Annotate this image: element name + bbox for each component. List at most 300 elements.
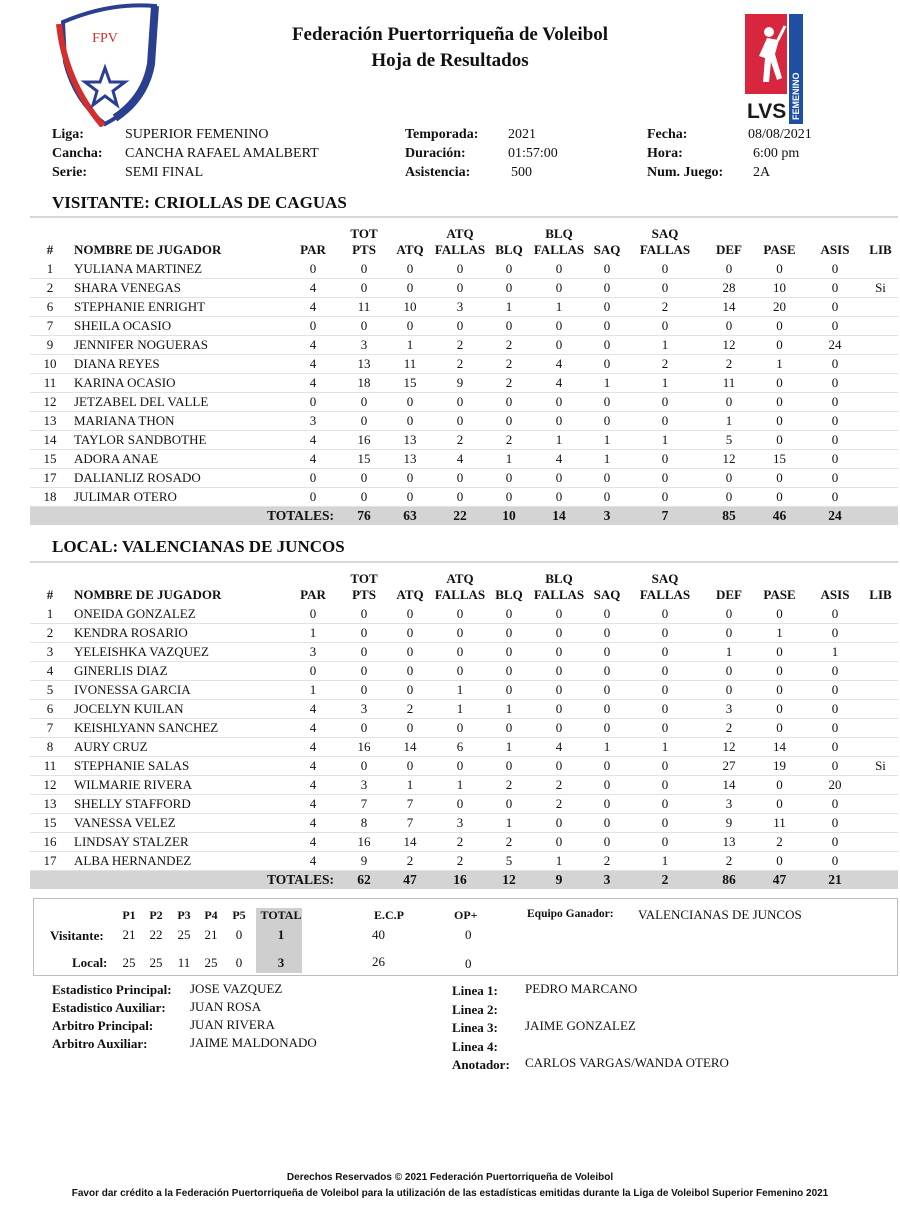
stat-cell: 6 <box>30 700 70 719</box>
stat-cell: 9 <box>430 374 490 393</box>
stat-cell: 0 <box>490 681 528 700</box>
estadistico-principal-value: JOSE VAZQUEZ <box>190 981 283 996</box>
stat-cell: 0 <box>752 776 807 795</box>
stat-cell: 0 <box>430 719 490 738</box>
table-row <box>30 260 898 279</box>
stat-cell <box>863 776 898 795</box>
totals-row <box>30 507 898 526</box>
player-name: LINDSAY STALZER <box>70 833 288 852</box>
player-name: JOCELYN KUILAN <box>70 700 288 719</box>
stat-cell: 0 <box>590 681 624 700</box>
column-header-blqf <box>528 226 590 260</box>
stat-cell: 2 <box>706 355 752 374</box>
stat-cell: 0 <box>528 412 590 431</box>
stat-cell: 1 <box>624 852 706 871</box>
stat-cell: 0 <box>430 757 490 776</box>
stat-cell: 0 <box>490 469 528 488</box>
stat-cell: 14 <box>390 738 430 757</box>
winner-label: Equipo Ganador: <box>527 908 614 920</box>
stat-cell: 0 <box>590 298 624 317</box>
stat-cell: 0 <box>807 700 863 719</box>
footer-credit: Favor dar crédito a la Federación Puertorriqueña de Voleibol para la utilización de las estadísticas emitidas durante la Liga de Voleibol Superior Femenino 2021 <box>71 1188 829 1199</box>
officials-labels-right <box>452 982 510 1075</box>
local-op: 0 <box>465 956 472 971</box>
stat-cell: 15 <box>30 814 70 833</box>
stat-cell: 0 <box>528 757 590 776</box>
stat-cell: 0 <box>590 393 624 412</box>
stat-cell: 0 <box>807 317 863 336</box>
stat-cell: 0 <box>624 681 706 700</box>
stat-cell: 0 <box>624 700 706 719</box>
table-row <box>30 719 898 738</box>
column-header-line: BLQ <box>545 226 573 241</box>
stat-cell: 4 <box>528 355 590 374</box>
winner-value: VALENCIANAS DE JUNCOS <box>638 907 802 922</box>
stat-cell: 13 <box>30 795 70 814</box>
stat-cell: 0 <box>624 624 706 643</box>
stat-cell: 0 <box>490 488 528 507</box>
stat-cell: 0 <box>528 317 590 336</box>
stat-cell: 2 <box>490 355 528 374</box>
stat-cell: 0 <box>590 833 624 852</box>
divider <box>30 216 898 218</box>
stat-cell: 0 <box>528 814 590 833</box>
estadistico-auxiliar-value: JUAN ROSA <box>190 999 262 1014</box>
player-name: DIANA REYES <box>70 355 288 374</box>
cancha-label: Cancha: <box>52 146 103 161</box>
stat-cell: 0 <box>338 469 390 488</box>
stat-cell: 16 <box>338 431 390 450</box>
stat-cell: 2 <box>490 833 528 852</box>
column-header-saqf <box>624 226 706 260</box>
stat-cell: 10 <box>752 279 807 298</box>
info-right <box>647 125 723 182</box>
stat-cell: 0 <box>390 469 430 488</box>
stat-cell: 12 <box>30 393 70 412</box>
stat-cell: 0 <box>807 795 863 814</box>
stat-cell: 7 <box>390 814 430 833</box>
table-row <box>30 488 898 507</box>
stat-cell: 2 <box>528 776 590 795</box>
stat-cell: 14 <box>390 833 430 852</box>
column-header-line: FALLAS <box>533 587 585 602</box>
stat-cell: 1 <box>624 374 706 393</box>
column-header-num: # <box>46 587 54 602</box>
anotador-label: Anotador: <box>452 1057 510 1072</box>
stat-cell: 0 <box>528 643 590 662</box>
page-subtitle: Hoja de Resultados <box>371 50 529 71</box>
stat-cell <box>863 605 898 624</box>
stat-cell: 0 <box>590 776 624 795</box>
period-score: 3 <box>277 955 285 970</box>
cancha-value: CANCHA RAFAEL AMALBERT <box>125 146 319 161</box>
stat-cell <box>863 374 898 393</box>
stat-cell: 2 <box>706 852 752 871</box>
stat-cell: 1 <box>528 431 590 450</box>
stat-cell: 11 <box>30 757 70 776</box>
player-name: DALIANLIZ ROSADO <box>70 469 288 488</box>
period-header: P5 <box>232 908 246 922</box>
stat-cell: 1 <box>624 738 706 757</box>
stat-cell: 1 <box>590 431 624 450</box>
stat-cell: 4 <box>288 833 338 852</box>
local-score-label: Local: <box>72 955 108 970</box>
stat-cell: 0 <box>807 757 863 776</box>
column-header-line: ATQ <box>446 571 474 586</box>
stat-cell: 0 <box>590 469 624 488</box>
temporada-value: 2021 <box>508 127 536 142</box>
linea3-value: JAIME GONZALEZ <box>525 1018 636 1033</box>
stat-cell: 5 <box>30 681 70 700</box>
stat-cell: 17 <box>30 852 70 871</box>
temporada-label: Temporada: <box>405 127 479 142</box>
player-name: VANESSA VELEZ <box>70 814 288 833</box>
stat-cell: Si <box>863 757 898 776</box>
stat-cell: 13 <box>390 450 430 469</box>
stat-cell: 0 <box>430 393 490 412</box>
stat-cell: 12 <box>706 450 752 469</box>
stat-cell: 0 <box>752 643 807 662</box>
stat-cell: 13 <box>706 833 752 852</box>
player-name: SHEILA OCASIO <box>70 317 288 336</box>
stat-cell: 4 <box>288 355 338 374</box>
ecp-label: E.C.P <box>374 908 404 922</box>
stat-cell: 4 <box>288 795 338 814</box>
stat-cell: 10 <box>390 298 430 317</box>
stat-cell: 0 <box>288 260 338 279</box>
info-left <box>52 125 103 182</box>
stat-cell: 0 <box>807 374 863 393</box>
stat-cell: 0 <box>390 624 430 643</box>
stat-cell: 0 <box>706 605 752 624</box>
linea1-label: Linea 1: <box>452 983 498 998</box>
column-header-line: TOT <box>350 226 378 241</box>
period-header: P4 <box>204 908 218 922</box>
fecha-label: Fecha: <box>647 127 688 142</box>
stat-cell <box>863 624 898 643</box>
total-cell: 62 <box>338 871 390 890</box>
player-name: KEISHLYANN SANCHEZ <box>70 719 288 738</box>
stat-cell: 0 <box>338 393 390 412</box>
stat-cell: 2 <box>430 833 490 852</box>
totals-label: TOTALES: <box>30 507 338 526</box>
stat-cell: 12 <box>706 738 752 757</box>
stat-cell: 0 <box>624 814 706 833</box>
total-cell: 86 <box>706 871 752 890</box>
stat-cell: 0 <box>338 488 390 507</box>
stat-cell: 0 <box>528 719 590 738</box>
stat-cell: 0 <box>430 605 490 624</box>
stat-cell: 9 <box>706 814 752 833</box>
stat-cell: 0 <box>390 662 430 681</box>
period-score: 21 <box>122 927 136 942</box>
visitante-stats-table <box>30 226 898 525</box>
stat-cell: 1 <box>390 776 430 795</box>
column-header-name: NOMBRE DE JUGADOR <box>74 587 222 602</box>
stat-cell: 0 <box>752 681 807 700</box>
stat-cell: 0 <box>590 795 624 814</box>
stat-cell: 0 <box>430 279 490 298</box>
column-header-line: ATQ <box>446 226 474 241</box>
stat-cell: 4 <box>288 298 338 317</box>
stat-cell: 0 <box>338 412 390 431</box>
stat-cell: 0 <box>624 450 706 469</box>
stat-cell: 0 <box>338 624 390 643</box>
stat-cell: 1 <box>807 643 863 662</box>
player-name: IVONESSA GARCIA <box>70 681 288 700</box>
stat-cell: 0 <box>807 450 863 469</box>
stat-cell: 4 <box>528 738 590 757</box>
total-cell: 21 <box>807 871 863 890</box>
table-row <box>30 317 898 336</box>
stat-cell: 0 <box>706 662 752 681</box>
stat-cell: 0 <box>430 469 490 488</box>
table-row <box>30 336 898 355</box>
table-row <box>30 795 898 814</box>
stat-cell: 0 <box>624 393 706 412</box>
score-box <box>33 898 898 976</box>
stat-cell: 0 <box>752 852 807 871</box>
stat-cell: 0 <box>430 795 490 814</box>
stat-cell <box>863 450 898 469</box>
stat-cell: 4 <box>288 336 338 355</box>
stat-cell: 4 <box>288 757 338 776</box>
stat-cell: 1 <box>528 298 590 317</box>
local-heading: LOCAL: VALENCIANAS DE JUNCOS <box>52 537 345 556</box>
linea4-value <box>525 1036 729 1055</box>
column-header-line: FALLAS <box>434 242 486 257</box>
player-name: SHELLY STAFFORD <box>70 795 288 814</box>
period-score: 25 <box>177 927 191 942</box>
stat-cell: 1 <box>752 355 807 374</box>
stat-cell: 0 <box>390 260 430 279</box>
stat-cell: 1 <box>490 450 528 469</box>
stat-cell: 0 <box>590 355 624 374</box>
column-header-line: PTS <box>352 587 376 602</box>
stat-cell: 0 <box>390 412 430 431</box>
stat-cell: 2 <box>490 776 528 795</box>
stat-cell: 0 <box>338 681 390 700</box>
stat-cell: 0 <box>752 431 807 450</box>
stat-cell: 0 <box>752 374 807 393</box>
stat-cell: 7 <box>30 719 70 738</box>
stat-cell: 3 <box>706 795 752 814</box>
player-name: GINERLIS DIAZ <box>70 662 288 681</box>
column-header-def: DEF <box>716 242 742 257</box>
stat-cell: 2 <box>590 852 624 871</box>
stat-cell: 0 <box>390 643 430 662</box>
stat-cell: 0 <box>752 700 807 719</box>
total-cell: 12 <box>490 871 528 890</box>
player-name: WILMARIE RIVERA <box>70 776 288 795</box>
stat-cell: 3 <box>30 643 70 662</box>
visitante-op: 0 <box>465 927 472 942</box>
serie-label: Serie: <box>52 165 87 180</box>
column-header-saqf <box>624 571 706 605</box>
total-cell: 47 <box>752 871 807 890</box>
stat-cell: 28 <box>706 279 752 298</box>
table-row <box>30 393 898 412</box>
stat-cell <box>863 662 898 681</box>
column-header-saq: SAQ <box>593 242 621 257</box>
stat-cell <box>863 336 898 355</box>
stat-cell: 0 <box>338 643 390 662</box>
stat-cell: 9 <box>338 852 390 871</box>
stat-cell: 1 <box>490 814 528 833</box>
stat-cell: 0 <box>807 833 863 852</box>
stat-cell: 0 <box>706 469 752 488</box>
stat-cell <box>863 795 898 814</box>
stat-cell: 20 <box>752 298 807 317</box>
stat-cell: 1 <box>430 700 490 719</box>
column-header-lib: LIB <box>869 242 892 257</box>
stat-cell <box>863 317 898 336</box>
stat-cell: 0 <box>807 469 863 488</box>
stat-cell: 0 <box>288 662 338 681</box>
stat-cell: 0 <box>528 700 590 719</box>
stat-cell <box>863 260 898 279</box>
table-row <box>30 852 898 871</box>
stat-cell: 0 <box>807 719 863 738</box>
period-score: 25 <box>204 955 218 970</box>
stat-cell: 0 <box>590 260 624 279</box>
column-header-line: FALLAS <box>434 587 486 602</box>
column-header-asis: ASIS <box>820 242 850 257</box>
stat-cell <box>863 393 898 412</box>
stat-cell: 0 <box>624 260 706 279</box>
stat-cell: 0 <box>390 605 430 624</box>
stat-cell <box>863 738 898 757</box>
totals-row <box>30 871 898 890</box>
arbitro-auxiliar-value: JAIME MALDONADO <box>190 1035 317 1050</box>
stat-cell <box>863 700 898 719</box>
stat-cell: 0 <box>490 279 528 298</box>
stat-cell: 0 <box>390 279 430 298</box>
stat-cell: 0 <box>590 279 624 298</box>
stat-cell: 1 <box>430 776 490 795</box>
table-row <box>30 757 898 776</box>
info-left-values <box>125 125 319 182</box>
total-cell: 10 <box>490 507 528 526</box>
stat-cell <box>863 298 898 317</box>
table-row <box>30 624 898 643</box>
stat-cell: 4 <box>30 662 70 681</box>
stat-cell: 1 <box>490 700 528 719</box>
stat-cell: 11 <box>390 355 430 374</box>
table-row <box>30 833 898 852</box>
stat-cell: 0 <box>490 317 528 336</box>
stat-cell: 0 <box>528 488 590 507</box>
local-stats-table <box>30 571 898 889</box>
stat-cell: 2 <box>490 336 528 355</box>
stat-cell: 0 <box>807 605 863 624</box>
arbitro-auxiliar-label: Arbitro Auxiliar: <box>52 1036 148 1051</box>
stat-cell: 0 <box>338 719 390 738</box>
stat-cell: 1 <box>590 374 624 393</box>
player-name: YULIANA MARTINEZ <box>70 260 288 279</box>
stat-cell: 1 <box>490 298 528 317</box>
stat-cell: 0 <box>752 605 807 624</box>
stat-cell: 8 <box>30 738 70 757</box>
stat-cell: 11 <box>706 374 752 393</box>
stat-cell: 0 <box>807 355 863 374</box>
stat-cell: 2 <box>490 431 528 450</box>
stat-cell: 0 <box>807 814 863 833</box>
stat-cell: 0 <box>624 776 706 795</box>
total-cell: 63 <box>390 507 430 526</box>
table-row <box>30 700 898 719</box>
stat-cell: 12 <box>30 776 70 795</box>
column-header-pase: PASE <box>763 242 796 257</box>
table-row <box>30 279 898 298</box>
stat-cell: 2 <box>706 719 752 738</box>
column-header-line: TOT <box>350 571 378 586</box>
stat-cell: 1 <box>490 738 528 757</box>
player-name: KARINA OCASIO <box>70 374 288 393</box>
stat-cell: 0 <box>490 624 528 643</box>
stat-cell: 9 <box>30 336 70 355</box>
stat-cell: 0 <box>807 298 863 317</box>
stat-cell <box>863 469 898 488</box>
stat-cell: 0 <box>752 412 807 431</box>
stat-cell: 4 <box>288 852 338 871</box>
stat-cell: 18 <box>338 374 390 393</box>
stat-cell: 0 <box>528 605 590 624</box>
stat-cell: Si <box>863 279 898 298</box>
stat-cell: 15 <box>30 450 70 469</box>
stat-cell: 16 <box>338 833 390 852</box>
stat-cell: 0 <box>706 624 752 643</box>
column-header-blq: BLQ <box>495 242 523 257</box>
stat-cell: 0 <box>807 393 863 412</box>
stat-cell: 14 <box>30 431 70 450</box>
total-cell: 47 <box>390 871 430 890</box>
player-name: ALBA HERNANDEZ <box>70 852 288 871</box>
stat-cell: 7 <box>30 317 70 336</box>
stat-cell: 0 <box>490 795 528 814</box>
player-name: ONEIDA GONZALEZ <box>70 605 288 624</box>
period-header: P2 <box>149 908 163 922</box>
linea1-value: PEDRO MARCANO <box>525 981 638 996</box>
stat-cell: 0 <box>590 412 624 431</box>
stat-cell: 0 <box>288 469 338 488</box>
info-mid <box>405 125 478 182</box>
column-header-blq: BLQ <box>495 587 523 602</box>
stat-cell: 14 <box>706 298 752 317</box>
stat-cell: 17 <box>30 469 70 488</box>
table-row <box>30 738 898 757</box>
stat-cell <box>863 681 898 700</box>
stat-cell: 0 <box>624 605 706 624</box>
column-header-asis: ASIS <box>820 587 850 602</box>
stat-cell: 4 <box>288 450 338 469</box>
stat-cell: 2 <box>430 336 490 355</box>
stat-cell: 0 <box>430 624 490 643</box>
period-score: 21 <box>204 927 218 942</box>
juego-label: Num. Juego: <box>647 165 724 180</box>
stat-cell: 1 <box>528 852 590 871</box>
stat-cell: 3 <box>338 336 390 355</box>
stat-cell: 0 <box>624 643 706 662</box>
op-label: OP+ <box>454 908 478 922</box>
period-header: P1 <box>122 908 136 922</box>
period-header: TOTAL <box>260 908 302 922</box>
estadistico-auxiliar-label: Estadistico Auxiliar: <box>52 1000 166 1015</box>
stat-cell: 0 <box>490 260 528 279</box>
stat-cell: 0 <box>807 488 863 507</box>
stat-cell: 15 <box>390 374 430 393</box>
stat-cell: 0 <box>807 738 863 757</box>
